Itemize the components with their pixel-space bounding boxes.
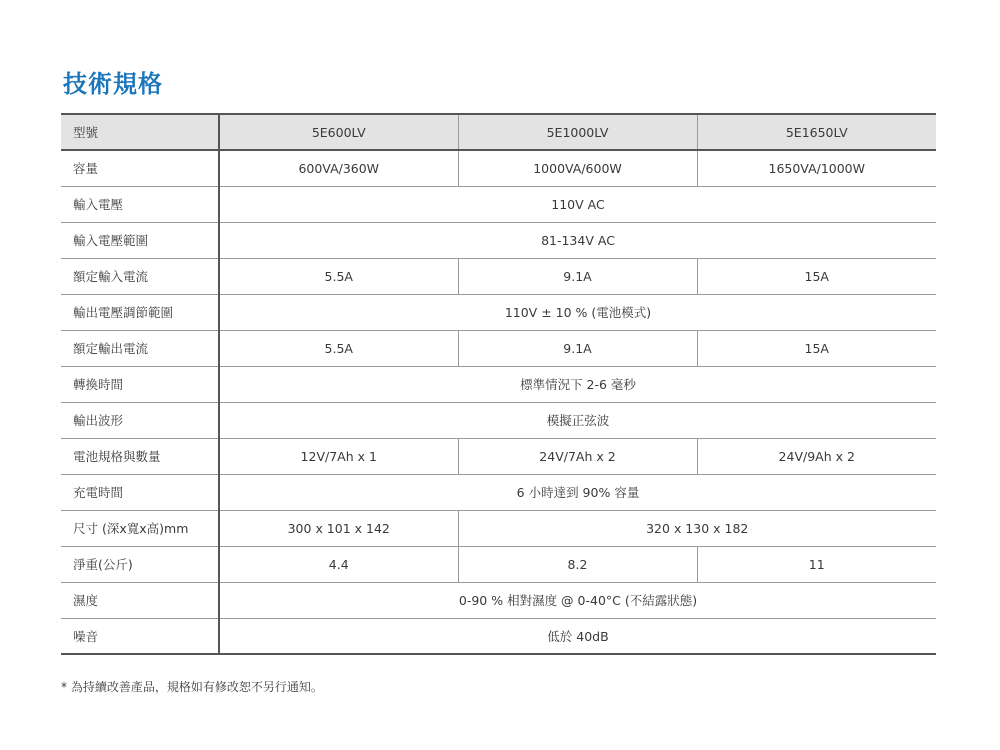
cell-value: 11 [697, 546, 936, 582]
row-label: 電池規格與數量 [61, 438, 219, 474]
table-row-noise [61, 618, 936, 654]
header-model-5e1000lv: 5E1000LV [458, 114, 697, 150]
cell-value: 4.4 [219, 546, 458, 582]
header-model-label: 型號 [61, 114, 219, 150]
cell-value: 1000VA/600W [458, 150, 697, 186]
table-row-transfer-time [61, 366, 936, 402]
table-row-net-weight [61, 546, 936, 582]
footnote: * 為持續改善產品，規格如有修改恕不另行通知。 [61, 680, 323, 694]
cell-value: 15A [697, 258, 936, 294]
cell-value: 320 x 130 x 182 [458, 510, 936, 546]
page-title: 技術規格 [63, 70, 163, 98]
table-row-input-voltage [61, 186, 936, 222]
header-model-5e600lv: 5E600LV [219, 114, 458, 150]
cell-value: 24V/9Ah x 2 [697, 438, 936, 474]
cell-value: 低於 40dB [219, 618, 936, 654]
cell-value: 標準情況下 2-6 毫秒 [219, 366, 936, 402]
table-row-humidity [61, 582, 936, 618]
table-row-charge-time [61, 474, 936, 510]
table-header-row [61, 114, 936, 150]
row-label: 淨重(公斤) [61, 546, 219, 582]
cell-value: 9.1A [458, 330, 697, 366]
cell-value: 5.5A [219, 258, 458, 294]
cell-value: 12V/7Ah x 1 [219, 438, 458, 474]
row-label: 輸入電壓範圍 [61, 222, 219, 258]
cell-value: 模擬正弦波 [219, 402, 936, 438]
cell-value: 110V AC [219, 186, 936, 222]
cell-value: 8.2 [458, 546, 697, 582]
row-label: 容量 [61, 150, 219, 186]
row-label: 輸出波形 [61, 402, 219, 438]
row-label: 濕度 [61, 582, 219, 618]
row-label: 額定輸入電流 [61, 258, 219, 294]
row-label: 輸出電壓調節範圍 [61, 294, 219, 330]
table-row-capacity [61, 150, 936, 186]
table-row-input-voltage-range [61, 222, 936, 258]
cell-value: 24V/7Ah x 2 [458, 438, 697, 474]
table-row-output-voltage-regulation [61, 294, 936, 330]
cell-value: 9.1A [458, 258, 697, 294]
spec-table [61, 113, 936, 655]
row-label: 尺寸 (深x寬x高)mm [61, 510, 219, 546]
cell-value: 6 小時達到 90% 容量 [219, 474, 936, 510]
row-label: 額定輸出電流 [61, 330, 219, 366]
table-row-dimensions [61, 510, 936, 546]
row-label: 充電時間 [61, 474, 219, 510]
table-row-rated-output-current [61, 330, 936, 366]
cell-value: 81-134V AC [219, 222, 936, 258]
table-row-output-waveform [61, 402, 936, 438]
cell-value: 15A [697, 330, 936, 366]
cell-value: 110V ± 10 % (電池模式) [219, 294, 936, 330]
cell-value: 1650VA/1000W [697, 150, 936, 186]
cell-value: 300 x 101 x 142 [219, 510, 458, 546]
table-row-rated-input-current [61, 258, 936, 294]
row-label: 轉換時間 [61, 366, 219, 402]
cell-value: 600VA/360W [219, 150, 458, 186]
cell-value: 0-90 % 相對濕度 @ 0-40°C (不結露狀態) [219, 582, 936, 618]
table-row-battery [61, 438, 936, 474]
row-label: 噪音 [61, 618, 219, 654]
row-label: 輸入電壓 [61, 186, 219, 222]
cell-value: 5.5A [219, 330, 458, 366]
header-model-5e1650lv: 5E1650LV [697, 114, 936, 150]
